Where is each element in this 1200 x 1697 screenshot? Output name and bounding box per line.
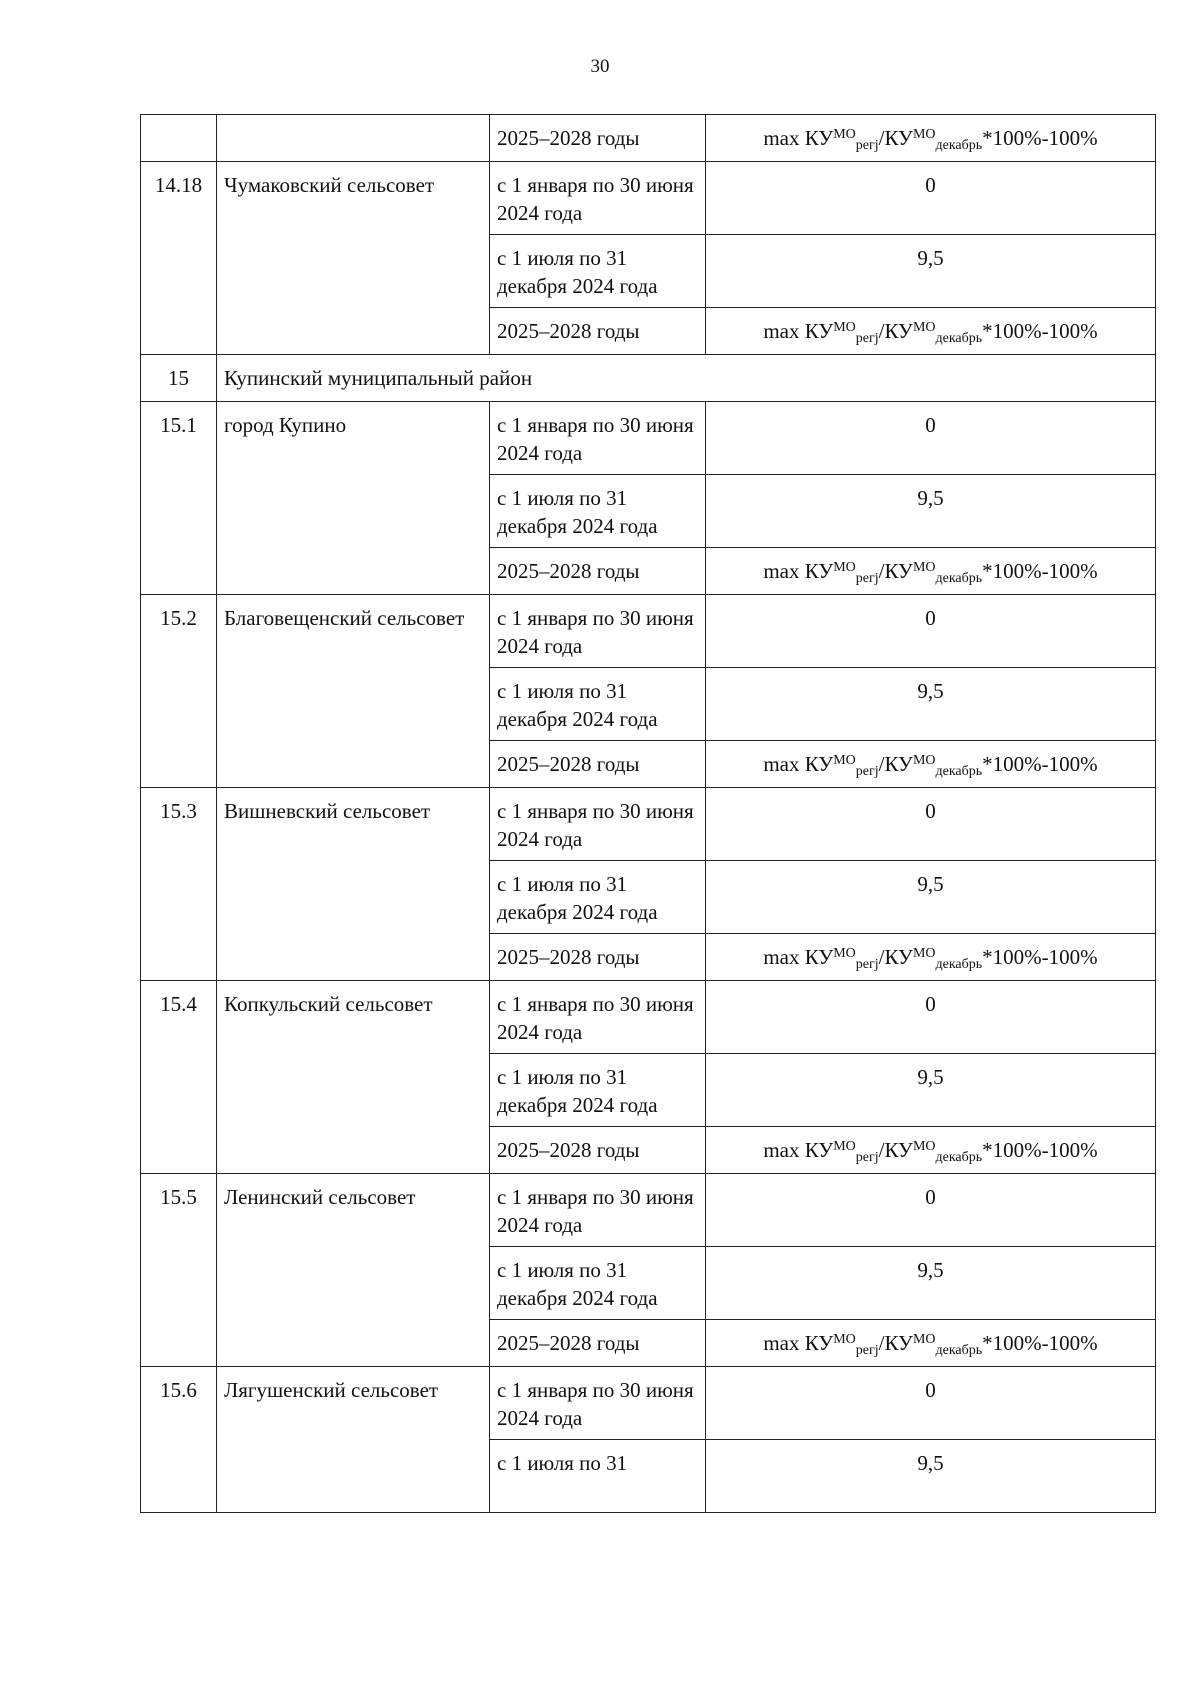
municipality-name (217, 115, 490, 162)
table-row (141, 355, 1156, 402)
row-number: 15.5 (141, 1174, 217, 1367)
period-label: с 1 июля по 31 декабря 2024 года (490, 861, 706, 934)
formula-sup-2: МО (912, 753, 936, 768)
row-number: 15.6 (141, 1367, 217, 1513)
table-row (141, 1367, 1156, 1440)
formula-middle: /КУ (878, 752, 913, 776)
rate-value: 9,5 (706, 1247, 1156, 1320)
formula-sub-dec: декабрь (935, 957, 983, 972)
page-number: 30 (590, 56, 610, 77)
period-label: 2025–2028 годы (490, 934, 706, 981)
period-label: с 1 июля по 31 декабря 2024 года (490, 235, 706, 308)
rate-value (706, 1320, 1156, 1367)
rate-value: 0 (706, 162, 1156, 235)
formula-sub-reg: рег (855, 331, 875, 346)
formula-sup-1: МО (833, 946, 856, 961)
district-name: Купинский муниципальный район (217, 355, 1156, 402)
formula-text (763, 945, 1098, 972)
formula-text (763, 319, 1098, 346)
municipality-name: Благовещенский сельсовет (217, 595, 490, 788)
rate-value: 0 (706, 1367, 1156, 1440)
rate-value: 0 (706, 595, 1156, 668)
formula-sub-dec: декабрь (935, 571, 983, 586)
rate-value: 0 (706, 788, 1156, 861)
table-row (141, 115, 1156, 162)
table-row (141, 981, 1156, 1054)
formula-sub-dec: декабрь (935, 138, 983, 153)
rate-value (706, 741, 1156, 788)
formula-sup-1: МО (833, 1332, 856, 1347)
rate-value (706, 1127, 1156, 1174)
row-number: 15.4 (141, 981, 217, 1174)
formula-prefix: max КУ (763, 559, 834, 583)
row-number: 15.3 (141, 788, 217, 981)
formula-sub-j: j (874, 138, 879, 153)
formula-sub-reg: рег (855, 138, 875, 153)
period-label: с 1 января по 30 июня 2024 года (490, 162, 706, 235)
rate-value: 0 (706, 402, 1156, 475)
rate-value: 9,5 (706, 861, 1156, 934)
formula-middle: /КУ (878, 319, 913, 343)
rate-value: 9,5 (706, 1440, 1156, 1513)
row-number (141, 115, 217, 162)
rate-value (706, 115, 1156, 162)
formula-middle: /КУ (878, 559, 913, 583)
formula-suffix: *100%-100% (982, 1331, 1098, 1355)
period-label: с 1 января по 30 июня 2024 года (490, 788, 706, 861)
rate-value (706, 934, 1156, 981)
formula-text (763, 126, 1098, 153)
formula-middle: /КУ (878, 945, 913, 969)
formula-text (763, 559, 1098, 586)
rate-value: 0 (706, 981, 1156, 1054)
table-row (141, 402, 1156, 475)
rates-table (140, 114, 1156, 1513)
period-label: с 1 января по 30 июня 2024 года (490, 402, 706, 475)
rates-table-body (141, 115, 1156, 1513)
rate-value: 9,5 (706, 1054, 1156, 1127)
formula-suffix: *100%-100% (982, 559, 1098, 583)
row-number: 15 (141, 355, 217, 402)
period-label: 2025–2028 годы (490, 308, 706, 355)
formula-sup-1: МО (833, 753, 856, 768)
formula-sup-1: МО (833, 560, 856, 575)
formula-suffix: *100%-100% (982, 319, 1098, 343)
rate-value (706, 548, 1156, 595)
municipality-name: Копкульский сельсовет (217, 981, 490, 1174)
formula-sub-reg: рег (855, 571, 875, 586)
formula-sup-1: МО (833, 127, 856, 142)
table-row (141, 595, 1156, 668)
formula-suffix: *100%-100% (982, 1138, 1098, 1162)
formula-sub-j: j (874, 957, 879, 972)
rate-value: 9,5 (706, 475, 1156, 548)
period-label: с 1 июля по 31 декабря 2024 года (490, 475, 706, 548)
formula-sup-2: МО (912, 1139, 936, 1154)
municipality-name: Лягушенский сельсовет (217, 1367, 490, 1513)
formula-sub-j: j (874, 571, 879, 586)
municipality-name: Вишневский сельсовет (217, 788, 490, 981)
period-label: с 1 января по 30 июня 2024 года (490, 1367, 706, 1440)
formula-sub-j: j (874, 1343, 879, 1358)
formula-prefix: max КУ (763, 319, 834, 343)
formula-middle: /КУ (878, 1331, 913, 1355)
table-row (141, 162, 1156, 235)
formula-sub-reg: рег (855, 1343, 875, 1358)
formula-sup-2: МО (912, 320, 936, 335)
formula-sub-dec: декабрь (935, 764, 983, 779)
rate-value (706, 308, 1156, 355)
period-label: 2025–2028 годы (490, 741, 706, 788)
formula-sup-1: МО (833, 320, 856, 335)
municipality-name: Чумаковский сельсовет (217, 162, 490, 355)
rate-value: 0 (706, 1174, 1156, 1247)
period-label: с 1 июля по 31 декабря 2024 года (490, 1054, 706, 1127)
period-label: 2025–2028 годы (490, 115, 706, 162)
formula-suffix: *100%-100% (982, 126, 1098, 150)
period-label: с 1 января по 30 июня 2024 года (490, 595, 706, 668)
formula-middle: /КУ (878, 126, 913, 150)
row-number: 14.18 (141, 162, 217, 355)
formula-prefix: max КУ (763, 752, 834, 776)
formula-prefix: max КУ (763, 945, 834, 969)
formula-sub-dec: декабрь (935, 1150, 983, 1165)
formula-prefix: max КУ (763, 126, 834, 150)
formula-sup-2: МО (912, 127, 936, 142)
row-number: 15.2 (141, 595, 217, 788)
period-label: 2025–2028 годы (490, 1320, 706, 1367)
period-label: с 1 июля по 31 (490, 1440, 706, 1513)
table-row (141, 788, 1156, 861)
table-row (141, 1174, 1156, 1247)
period-label: с 1 января по 30 июня 2024 года (490, 1174, 706, 1247)
formula-text (763, 1138, 1098, 1165)
row-number: 15.1 (141, 402, 217, 595)
formula-sub-reg: рег (855, 764, 875, 779)
formula-prefix: max КУ (763, 1138, 834, 1162)
formula-prefix: max КУ (763, 1331, 834, 1355)
formula-sub-dec: декабрь (935, 331, 983, 346)
formula-sub-reg: рег (855, 1150, 875, 1165)
formula-sup-2: МО (912, 1332, 936, 1347)
municipality-name: Ленинский сельсовет (217, 1174, 490, 1367)
formula-sup-2: МО (912, 946, 936, 961)
formula-suffix: *100%-100% (982, 945, 1098, 969)
formula-middle: /КУ (878, 1138, 913, 1162)
formula-sub-j: j (874, 331, 879, 346)
formula-sub-j: j (874, 1150, 879, 1165)
period-label: с 1 июля по 31 декабря 2024 года (490, 668, 706, 741)
formula-sub-dec: декабрь (935, 1343, 983, 1358)
rate-value: 9,5 (706, 668, 1156, 741)
formula-suffix: *100%-100% (982, 752, 1098, 776)
formula-sup-2: МО (912, 560, 936, 575)
rate-value: 9,5 (706, 235, 1156, 308)
formula-sup-1: МО (833, 1139, 856, 1154)
period-label: 2025–2028 годы (490, 1127, 706, 1174)
period-label: с 1 июля по 31 декабря 2024 года (490, 1247, 706, 1320)
formula-sub-reg: рег (855, 957, 875, 972)
period-label: 2025–2028 годы (490, 548, 706, 595)
formula-text (763, 1331, 1098, 1358)
period-label: с 1 января по 30 июня 2024 года (490, 981, 706, 1054)
municipality-name: город Купино (217, 402, 490, 595)
formula-text (763, 752, 1098, 779)
formula-sub-j: j (874, 764, 879, 779)
